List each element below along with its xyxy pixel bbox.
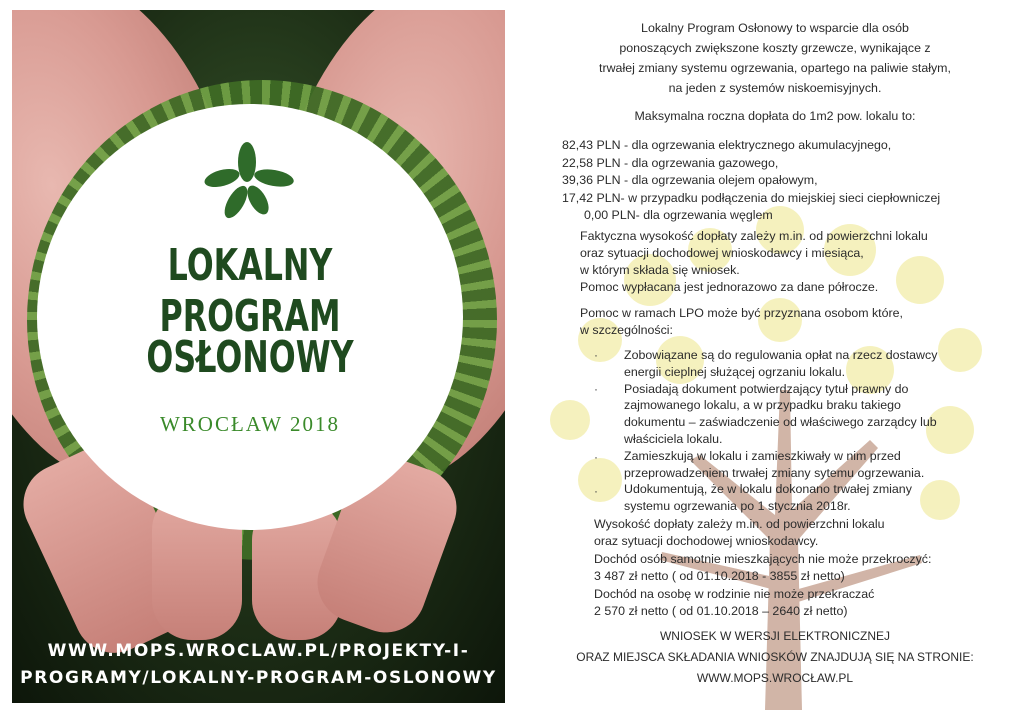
- rate-item: 22,58 PLN - dla ogrzewania gazowego,: [562, 155, 779, 170]
- income-line: Wysokość dopłaty zależy m.in. od powierzchni lokalu: [594, 517, 885, 531]
- program-url[interactable]: [12, 638, 505, 692]
- list-item-line: dokumentu – zaświadczenie od właściwego zarządcy lub: [624, 415, 937, 430]
- eligible-line: w szczególności:: [580, 323, 673, 337]
- bullet-marker: ·: [594, 484, 598, 498]
- actual-line: w którym składa się wniosek.: [580, 263, 740, 277]
- rate-item: 17,42 PLN- w przypadku podłączenia do miejskiej sieci ciepłowniczej: [562, 190, 941, 205]
- list-item-line: Udokumentują, że w lokalu dokonano trwałej zmiany: [624, 482, 912, 497]
- bullet-marker: ·: [594, 450, 598, 464]
- bullet-marker: ·: [594, 348, 598, 362]
- list-item-line: Zamieszkują w lokalu i zamieszkiwały w nim przed: [624, 448, 901, 463]
- program-url-line1: WWW.MOPS.WROCLAW.PL/PROJEKTY-I-: [47, 641, 470, 661]
- list-item-line: właściciela lokalu.: [624, 431, 723, 446]
- rates-list: [562, 137, 940, 225]
- eligible-intro: [580, 305, 903, 339]
- intro-line: Lokalny Program Osłonowy to wsparcie dla osób: [641, 21, 909, 35]
- actual-paragraph: [580, 228, 928, 296]
- list-item: [594, 448, 937, 482]
- list-item-line: systemu ogrzewania po 1 stycznia 2018r.: [624, 499, 851, 514]
- actual-line: Pomoc wypłacana jest jednorazowo za dane półrocze.: [580, 280, 879, 294]
- actual-line: Faktyczna wysokość dopłaty zależy m.in. od powierzchni lokalu: [580, 229, 928, 243]
- footer-line: WNIOSEK W WERSJI ELEKTRONICZNEJ: [659, 629, 890, 643]
- intro-line: na jeden z systemów niskoemisyjnych.: [668, 81, 882, 95]
- program-title-line1: LOKALNY PROGRAM: [159, 240, 341, 342]
- income-line: Dochód osób samotnie mieszkających nie może przekroczyć:: [594, 551, 932, 566]
- list-item-line: Zobowiązane są do regulowania opłat na rzecz dostawcy: [624, 348, 938, 362]
- income-line: 3 487 zł netto ( od 01.10.2018 - 3855 zł netto): [594, 569, 845, 584]
- bullet-marker: ·: [594, 382, 598, 396]
- actual-line: oraz sytuacji dochodowej wnioskodawcy i miesiąca,: [580, 246, 864, 260]
- list-item-line: zajmowanego lokalu, a w przypadku braku takiego: [624, 398, 901, 413]
- income-line: oraz sytuacji dochodowej wnioskodawcy.: [594, 534, 819, 549]
- list-item: [594, 481, 937, 515]
- list-item-line: Posiadają dokument potwierdzający tytuł prawny do: [624, 381, 909, 396]
- footer-url[interactable]: WWW.MOPS.WROCŁAW.PL: [696, 671, 854, 685]
- eligibility-list: [594, 347, 937, 515]
- income-line: 2 570 zł netto ( od 01.10.2018 – 2640 zł netto): [594, 604, 848, 619]
- intro-paragraph: [540, 18, 1010, 98]
- leaf-cluster-icon: [192, 140, 302, 230]
- footer-line: ORAZ MIEJSCA SKŁADANIA WNIOSKÓW ZNAJDUJĄ SIĘ NA STRONIE:: [576, 650, 974, 664]
- program-title-line2: OSŁONOWY: [146, 332, 354, 383]
- list-item: [594, 381, 937, 448]
- info-column: [540, 0, 1020, 713]
- list-item: [594, 347, 937, 381]
- footer-block: [540, 626, 1010, 689]
- intro-line: ponoszących zwiększone koszty grzewcze, wynikające z: [619, 41, 931, 55]
- rate-item: 82,43 PLN - dla ogrzewania elektrycznego akumulacyjnego,: [562, 138, 892, 152]
- rate-item: 0,00 PLN- dla ogrzewania węglem: [584, 208, 773, 222]
- list-item-line: energii cieplnej służącej ogrzaniu lokalu.: [624, 364, 846, 379]
- program-url-line2: PROGRAMY/LOKALNY-PROGRAM-OSLONOWY: [20, 668, 497, 688]
- income-line: Dochód na osobę w rodzinie nie może przekraczać: [594, 586, 875, 601]
- max-heading: Maksymalna roczna dopłata do 1m2 pow. lokalu to:: [634, 109, 916, 123]
- eligible-line: Pomoc w ramach LPO może być przyznana osobom które,: [580, 306, 903, 320]
- income-paragraph: [594, 516, 931, 620]
- intro-line: trwałej zmiany systemu ogrzewania, opartego na paliwie stałym,: [599, 61, 951, 75]
- list-item-line: przeprowadzeniem trwałej zmiany sytemu ogrzewania.: [624, 465, 925, 480]
- rate-item: 39,36 PLN - dla ogrzewania olejem opałowym,: [562, 173, 818, 187]
- city-year: WROCŁAW 2018: [159, 412, 340, 436]
